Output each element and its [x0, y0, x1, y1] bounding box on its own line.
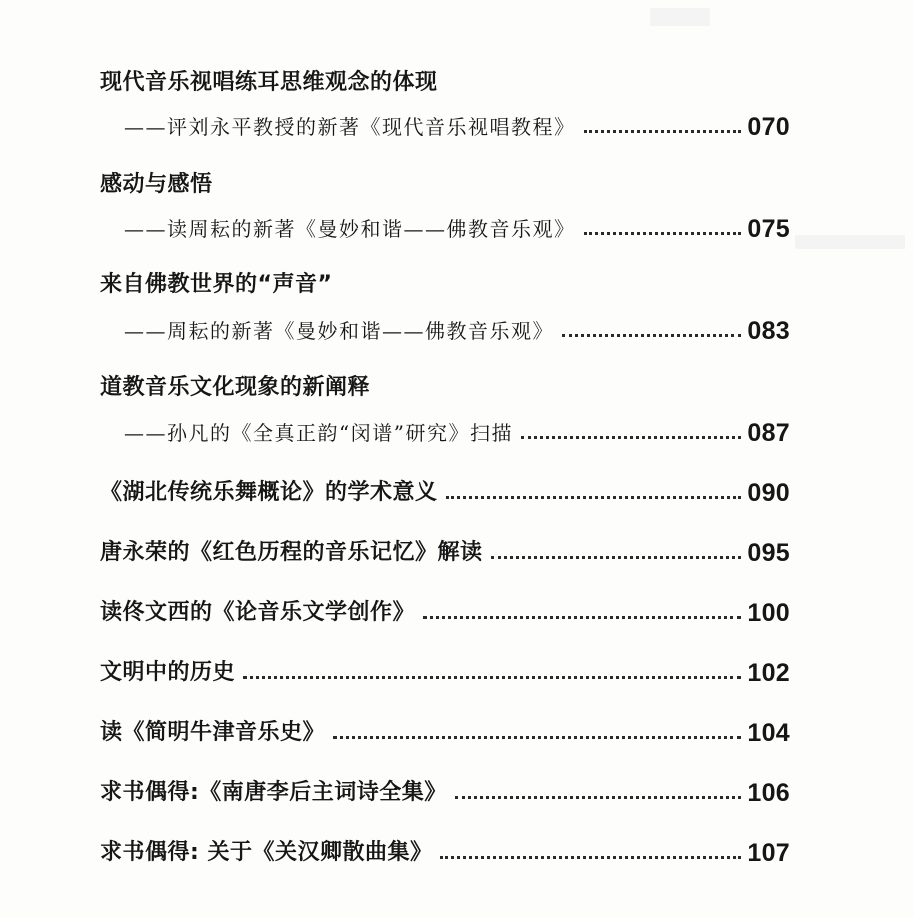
toc-entry: [100, 774, 790, 808]
page-number: 102: [747, 659, 790, 687]
entry-title: 唐永荣的《红色历程的音乐记忆》解读: [100, 540, 483, 565]
page-number: 107: [747, 839, 790, 867]
entry-title: 现代音乐视唱练耳思维观念的体现: [100, 70, 438, 95]
entry-title: 来自佛教世界的“声音”: [100, 272, 333, 297]
bleed-through-mark-right: [795, 235, 905, 249]
page-number: 104: [747, 719, 790, 747]
toc-entry: [100, 654, 790, 688]
entry-title: 读《简明牛津音乐史》: [100, 720, 326, 745]
leader-dots: [446, 496, 742, 499]
entry-title: 文明中的历史: [100, 660, 236, 685]
leader-dots: [243, 676, 741, 679]
leader-dots: [455, 796, 742, 799]
entry-line: [100, 414, 790, 448]
entry-title: 道教音乐文化现象的新阐释: [100, 375, 371, 400]
leader-dots: [333, 736, 741, 739]
page-number: 090: [747, 479, 790, 507]
page-number: 106: [747, 779, 790, 807]
page-number: 075: [747, 215, 790, 243]
entry-title: 求书偶得: 关于《关汉卿散曲集》: [100, 840, 433, 865]
entry-line: [100, 312, 790, 346]
leader-dots: [584, 130, 742, 133]
entry-subtitle: ——孙凡的《全真正韵“闵谱”研究》扫描: [124, 421, 513, 445]
toc-entry: [100, 714, 790, 748]
toc-entry: [100, 594, 790, 628]
entry-subtitle: ——周耘的新著《曼妙和谐——佛教音乐观》: [124, 319, 554, 343]
entry-title: 求书偶得:《南唐李后主词诗全集》: [100, 780, 447, 805]
entry-title: 读佟文西的《论音乐文学创作》: [100, 600, 416, 625]
entry-subtitle: ——读周耘的新著《曼妙和谐——佛教音乐观》: [124, 217, 576, 241]
leader-dots: [491, 556, 742, 559]
leader-dots: [584, 232, 742, 235]
page-number: 070: [747, 113, 790, 141]
toc-entry: [100, 834, 790, 868]
table-of-contents: [100, 0, 790, 917]
leader-dots: [423, 616, 741, 619]
toc-entry: [100, 534, 790, 568]
page-number: 083: [747, 317, 790, 345]
page-number: 095: [747, 539, 790, 567]
leader-dots: [562, 334, 741, 337]
leader-dots: [440, 856, 741, 859]
entry-title: 《湖北传统乐舞概论》的学术意义: [100, 480, 438, 505]
entry-line: [100, 108, 790, 142]
entry-title: 感动与感悟: [100, 172, 213, 197]
page-number: 087: [747, 419, 790, 447]
toc-entry: [100, 474, 790, 508]
page-number: 100: [747, 599, 790, 627]
entry-line: [100, 210, 790, 244]
leader-dots: [521, 436, 741, 439]
entry-subtitle: ——评刘永平教授的新著《现代音乐视唱教程》: [124, 115, 576, 139]
